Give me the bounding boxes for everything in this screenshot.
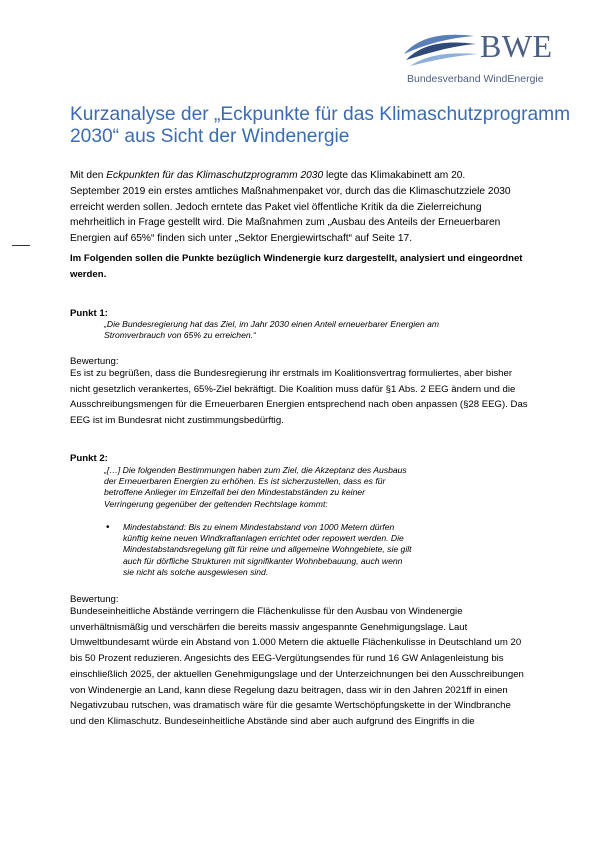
- text-line: Im Folgenden sollen die Punkte bezüglich Windenergie kurz dargestellt, analysiert und eingeordnet: [70, 253, 523, 264]
- bullet-line: Mindestabstandsregelung gilt für reine und allgemeine Wohngebiete, sie gilt: [123, 544, 412, 555]
- punkt1-quote: [104, 319, 524, 341]
- text-line: nicht gesetzlich verankertes, 65%-Ziel bekräftigt. Die Koalition muss dafür §1 Abs. 2 EEG ändern und die: [70, 383, 516, 395]
- text-line: EEG ist im Bundesrat nicht zustimmungsbedürftig.: [70, 415, 284, 427]
- text-line: Umweltbundesamt würde ein Abstand von 1.000 Metern die aktuelle Flächenkulisse in Deutschland um 20: [70, 637, 522, 649]
- quote-line: Verringerung gegenüber der geltenden Rechtslage kommt:: [104, 498, 328, 509]
- quote-line: der Erneuerbaren Energien zu erhöhen. Es ist sicherzustellen, dass es für: [104, 476, 386, 487]
- bullet-line: sie nicht als solche ausgewiesen sind.: [123, 566, 269, 577]
- text-line: [70, 168, 532, 184]
- text-line: und den Klimaschutz. Bundeseinheitliche Abstände sind aber auch aufgrund des Eingriffs in die: [70, 715, 475, 727]
- bullet-line: auch für dörfliche Strukturen mit signifikanter Wohnbebauung, auch wenn: [123, 555, 403, 566]
- text-line: Negativzubau rutschen, was dramatisch wäre für die gesamte Wertschöpfungskette in der Windbranche: [70, 700, 511, 712]
- text-line: bis 50 Prozent reduzieren. Angesichts des EEG-Vergütungsendes für rund 16 GW Anlagenleistung bis: [70, 653, 504, 665]
- document-title: [70, 104, 571, 148]
- bullet-line: Mindestabstand: Bis zu einem Mindestabstand von 1000 Metern dürfen: [123, 522, 395, 532]
- quote-line: „Die Bundesregierung hat das Ziel, im Jahr 2030 einen Anteil erneuerbarer Energien am: [104, 319, 440, 329]
- emphasis-text: Eckpunkten für das Klimaschutzprogramm 2030: [106, 170, 324, 181]
- intro-paragraph: [70, 168, 532, 247]
- punkt1-bewertung-text: [70, 366, 532, 429]
- punkt1-heading: Punkt 1:: [70, 308, 108, 319]
- text-line: Ausschreibungsmengen für die Erneuerbaren Energien entsprechend nach oben anpassen (§28 EEG). Das: [70, 399, 528, 411]
- text-line: Bundeseinheitliche Abstände verringern die Flächenkulisse für den Ausbau von Windenergie: [70, 606, 463, 617]
- text-span: Mit den: [70, 170, 107, 181]
- lead-paragraph: [70, 251, 532, 282]
- text-line: einschließlich 2025, der aktuellen Genehmigungslage und der Unterzeichnungen bei den Ausschreibungen: [70, 668, 524, 680]
- bwe-logo-icon: [404, 30, 480, 70]
- title-line: Kurzanalyse der „Eckpunkte für das Klimaschutzprogramm: [70, 104, 571, 125]
- title-line: 2030“ aus Sicht der Windenergie: [70, 126, 350, 147]
- quote-line: „[…] Die folgenden Bestimmungen haben zum Ziel, die Akzeptanz des Ausbaus: [104, 465, 407, 475]
- text-line: werden.: [70, 268, 107, 280]
- text-line: mehrheitlich in Frage gestellt wird. Die Maßnahmen zum „Ausbau des Anteils der Erneuerbaren: [70, 217, 501, 229]
- logo-wordmark: BWE: [480, 28, 553, 64]
- bullet-marker: •: [106, 522, 110, 533]
- bullet-line: künftig keine neuen Windkraftanlagen errichtet oder repowert werden. Die: [123, 533, 404, 544]
- text-line: Es ist zu begrüßen, dass die Bundesregierung ihr erstmals im Koalitionsvertrag formuliertes, aber bisher: [70, 368, 513, 379]
- quote-line: Stromverbrauch von 65% zu erreichen.“: [104, 330, 256, 341]
- punkt2-quote: [104, 465, 524, 510]
- quote-line: betroffene Anlieger im Einzelfall bei den Mindestabständen zu keiner: [104, 487, 365, 498]
- text-line: Energien auf 65%“ finden sich unter „Sektor Energiewirtschaft“ auf Seite 17.: [70, 233, 413, 245]
- punkt1-bewertung-label: Bewertung:: [70, 356, 119, 367]
- text-span: legte das Klimakabinett am 20.: [323, 170, 466, 181]
- text-line: September 2019 ein erstes amtliches Maßnahmenpaket vor, durch das die Klimaschutzziele 2030: [70, 185, 511, 197]
- text-line: von Windenergie an Land, kann diese Regelung dazu beitragen, dass wir in den Jahren 2021ff in einen: [70, 684, 508, 696]
- margin-mark: [12, 245, 30, 246]
- text-line: unverhältnismäßig und verschärfen die bereits massiv angespannte Genehmigungslage. Laut: [70, 621, 468, 633]
- punkt2-bewertung-text: [70, 604, 532, 730]
- punkt2-heading: Punkt 2:: [70, 453, 108, 464]
- punkt2-bullet-item: [123, 522, 463, 578]
- logo-subtitle: Bundesverband WindEnergie: [407, 73, 544, 85]
- text-line: erreicht werden sollen. Jedoch erntete das Paket viel öffentliche Kritik da die Zielerreichung: [70, 201, 482, 213]
- punkt2-bewertung-label: Bewertung:: [70, 594, 119, 605]
